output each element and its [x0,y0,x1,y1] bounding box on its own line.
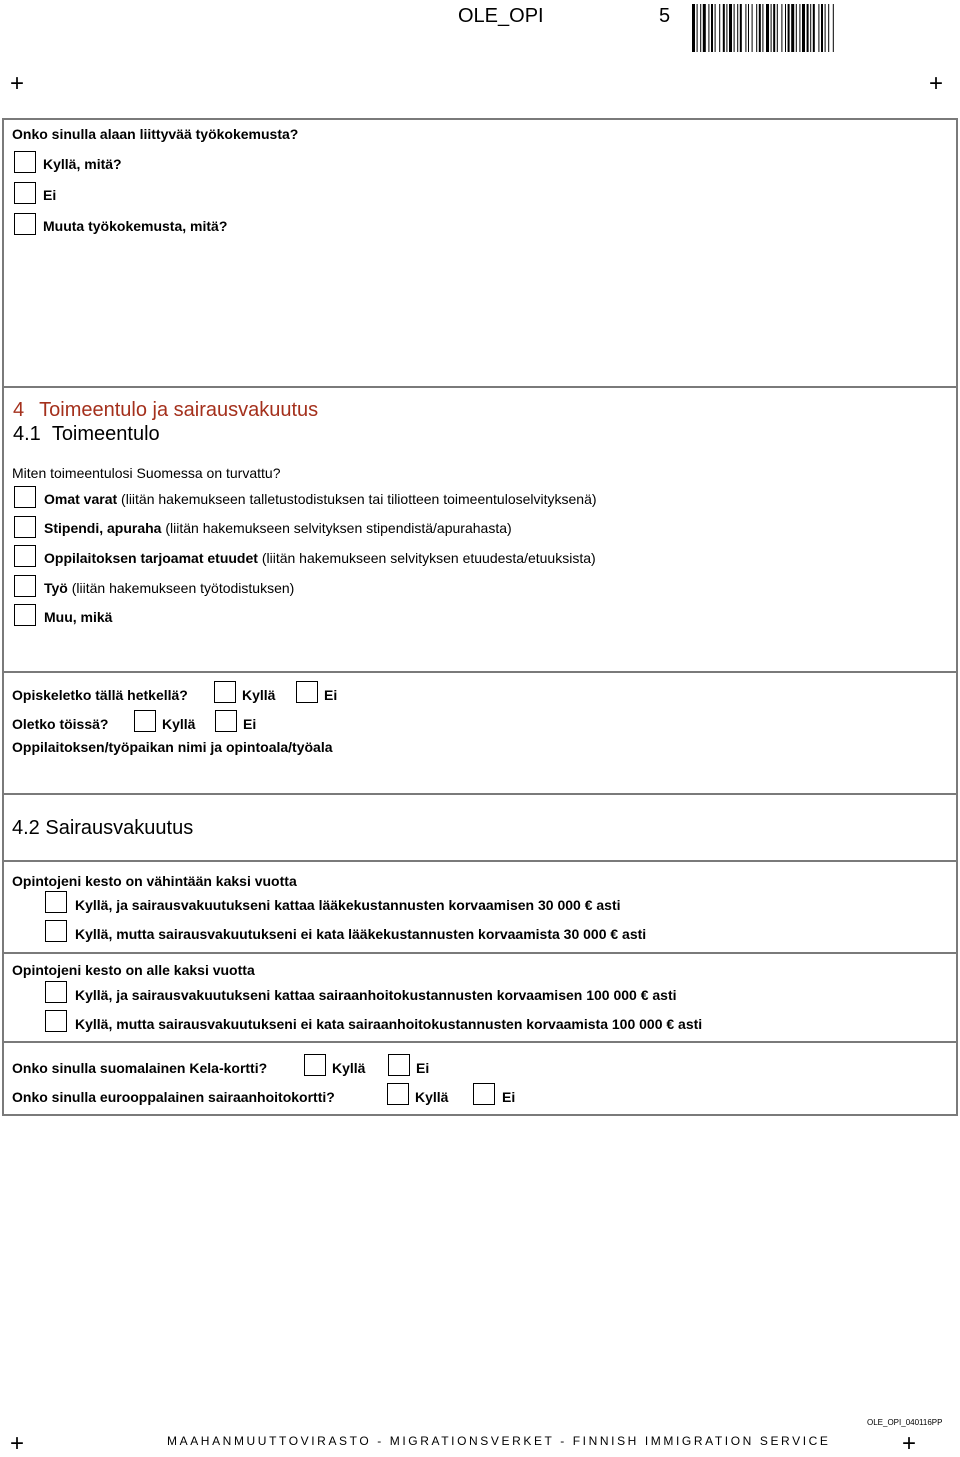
short-study-yes-covers-checkbox[interactable] [45,981,67,1003]
kela-card-yes-label: Kyllä [332,1060,366,1076]
registration-mark: + [10,1430,25,1457]
work-experience-no-label: Ei [43,187,57,203]
registration-mark: + [10,70,25,97]
ehic-card-yes-checkbox[interactable] [387,1083,409,1105]
short-study-yes-covers-label: Kyllä, ja sairausvakuutukseni kattaa sairaanhoitokustannusten korvaamisen 100 000 € asti [75,987,677,1003]
studying-question: Opiskeletko tällä hetkellä? [12,687,188,703]
studying-yes-checkbox[interactable] [214,681,236,703]
section-4-1-title: Toimeentulo [51,423,160,445]
long-study-yes-covers-label: Kyllä, ja sairausvakuutukseni kattaa lääkekustannusten korvaamisen 30 000 € asti [75,897,621,913]
working-question: Oletko töissä? [12,716,109,732]
barcode [692,4,922,54]
long-study-yes-covers-checkbox[interactable] [45,891,67,913]
divider [2,1041,956,1043]
studying-yes-label: Kyllä [242,687,276,703]
work-income-label: Työ (liitän hakemukseen työtodistuksen) [44,580,295,596]
ehic-card-no-label: Ei [502,1089,516,1105]
work-experience-yes-checkbox[interactable] [14,151,36,173]
long-study-question: Opintojeni kesto on vähintään kaksi vuotta [12,873,297,889]
agency-footer: MAAHANMUUTTOVIRASTO - MIGRATIONSVERKET - FINNISH IMMIGRATION SERVICE [167,1434,831,1448]
own-funds-checkbox[interactable] [14,486,36,508]
institution-benefits-checkbox[interactable] [14,545,36,567]
section-4-title: Toimeentulo ja sairausvakuutus [39,399,319,421]
livelihood-question: Miten toimeentulosi Suomessa on turvattu? [12,465,281,481]
divider [2,860,956,862]
working-no-checkbox[interactable] [215,710,237,732]
divider [2,952,956,954]
studying-no-label: Ei [324,687,338,703]
divider [2,671,956,673]
work-income-checkbox[interactable] [14,575,36,597]
kela-card-no-checkbox[interactable] [388,1054,410,1076]
working-no-label: Ei [243,716,257,732]
scholarship-checkbox[interactable] [14,516,36,538]
kela-card-question: Onko sinulla suomalainen Kela-kortti? [12,1060,268,1076]
section-4-number: 4 [13,399,25,421]
working-yes-label: Kyllä [162,716,196,732]
own-funds-label: Omat varat (liitän hakemukseen talletustodistuksen tai tiliotteen toimeentuloselvityksenä) [44,491,597,507]
form-id: OLE_OPI_040116PP [867,1418,943,1427]
registration-mark: + [902,1430,917,1457]
other-income-checkbox[interactable] [14,604,36,626]
work-experience-no-checkbox[interactable] [14,182,36,204]
studying-no-checkbox[interactable] [296,681,318,703]
page-number: 5 [659,5,671,27]
short-study-yes-not-covers-label: Kyllä, mutta sairausvakuutukseni ei kata sairaanhoitokustannusten korvaamista 100 000 € asti [75,1016,703,1032]
work-experience-question: Onko sinulla alaan liittyvää työkokemusta? [12,126,299,142]
ehic-card-yes-label: Kyllä [415,1089,449,1105]
other-experience-checkbox[interactable] [14,213,36,235]
institution-name-label: Oppilaitoksen/työpaikan nimi ja opintoala/työala [12,739,333,755]
short-study-question: Opintojeni kesto on alle kaksi vuotta [12,962,255,978]
registration-mark: + [929,70,944,97]
scholarship-label: Stipendi, apuraha (liitän hakemukseen selvityksen stipendistä/apurahasta) [44,520,512,536]
kela-card-yes-checkbox[interactable] [304,1054,326,1076]
ehic-card-no-checkbox[interactable] [473,1083,495,1105]
working-yes-checkbox[interactable] [134,710,156,732]
section-4-2-title: 4.2 Sairausvakuutus [12,817,194,839]
section-4-heading [13,399,318,422]
long-study-yes-not-covers-checkbox[interactable] [45,920,67,942]
divider [2,793,956,795]
institution-benefits-label: Oppilaitoksen tarjoamat etuudet (liitän hakemukseen selvityksen etuudesta/etuuksista) [44,550,596,566]
long-study-yes-not-covers-label: Kyllä, mutta sairausvakuutukseni ei kata lääkekustannusten korvaamista 30 000 € asti [75,926,647,942]
ehic-card-question: Onko sinulla eurooppalainen sairaanhoitokortti? [12,1089,335,1105]
kela-card-no-label: Ei [416,1060,430,1076]
work-experience-yes-label: Kyllä, mitä? [43,156,122,172]
section-4-1-heading [13,423,160,446]
other-experience-label: Muuta työkokemusta, mitä? [43,218,228,234]
other-income-label: Muu, mikä [44,609,113,625]
section-4-1-number: 4.1 [13,423,41,445]
divider [2,386,956,388]
form-code: OLE_OPI [458,5,544,27]
short-study-yes-not-covers-checkbox[interactable] [45,1010,67,1032]
